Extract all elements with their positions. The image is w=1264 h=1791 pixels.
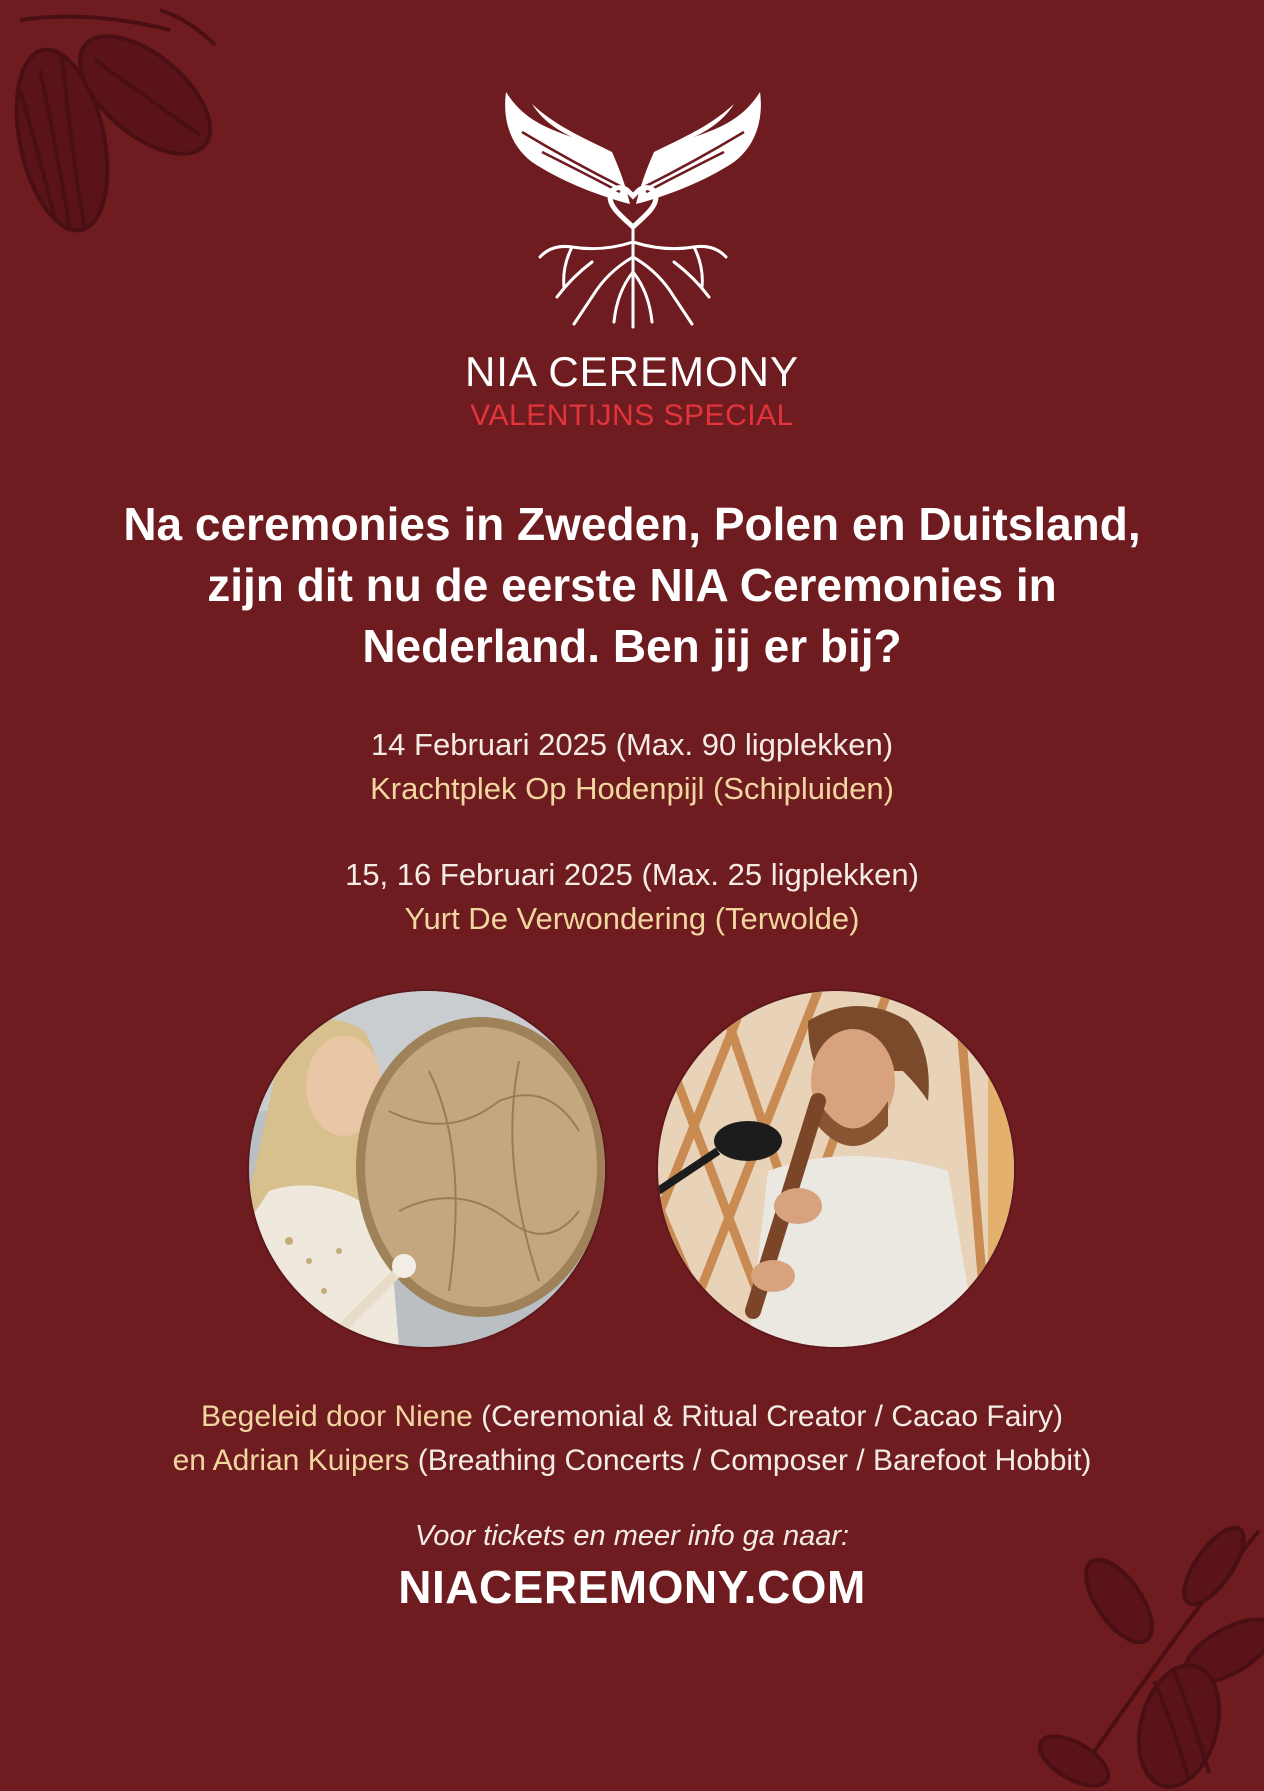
guide-line: [0, 1439, 1264, 1483]
cacao-pod-icon: [0, 0, 230, 250]
event-place: Yurt De Verwondering (Terwolde): [404, 901, 860, 936]
guide-name: en Adrian Kuipers: [172, 1444, 410, 1477]
woman-with-drum-icon: [249, 991, 605, 1347]
winged-heart-roots-icon: [502, 92, 764, 332]
man-with-flute-icon: [658, 991, 1014, 1347]
event-date: 14 Februari 2025 (Max. 90 ligplekken): [370, 727, 894, 762]
brand-title: NIA CEREMONY: [464, 348, 800, 395]
headline: Na ceremonies in Zweden, Polen en Duitsland, zijn dit nu de eerste NIA Ceremonies in Nederland. Ben jij er bij?: [123, 498, 1141, 672]
event-1: [0, 723, 1264, 811]
event-place: Krachtplek Op Hodenpijl (Schipluiden): [370, 771, 894, 806]
cacao-branch-icon: [1014, 1511, 1264, 1791]
brand-subtitle: VALENTIJNS SPECIAL: [470, 399, 794, 432]
cta-text: Voor tickets en meer info ga naar:: [414, 1520, 850, 1552]
event-2: [0, 853, 1264, 941]
photo-adrian: [658, 991, 1014, 1347]
guide-name: Begeleid door Niene: [200, 1400, 473, 1433]
website-link[interactable]: NIACEREMONY.COM: [398, 1561, 866, 1613]
guide-role: (Breathing Concerts / Composer / Barefoot Hobbit): [409, 1444, 1092, 1477]
event-date: 15, 16 Februari 2025 (Max. 25 ligplekken): [345, 857, 919, 892]
guides: [0, 1395, 1264, 1483]
guide-line: [0, 1395, 1264, 1439]
photo-niene: [249, 991, 605, 1347]
guide-role: (Ceremonial & Ritual Creator / Cacao Fairy): [472, 1400, 1064, 1433]
